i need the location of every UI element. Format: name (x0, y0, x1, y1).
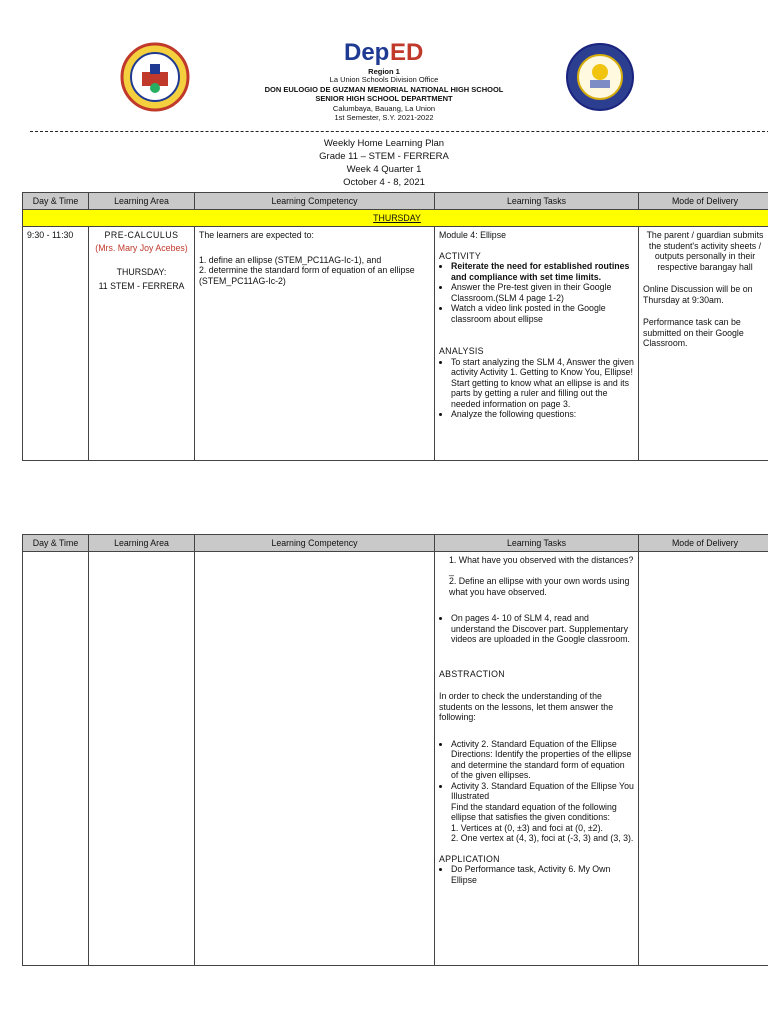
analysis-heading: ANALYSIS (439, 346, 484, 356)
delivery-text-3: Performance task can be submitted on their Google Classroom. (643, 317, 744, 348)
region-text: Region 1 (368, 67, 400, 76)
activity-3-title: Activity 3. Standard Equation of the Ellipse You Illustrated (451, 780, 634, 801)
table-row (23, 552, 768, 966)
col-learning-area: Learning Area (89, 535, 195, 552)
question-1: 1. What have you observed with the distances? (449, 555, 634, 565)
col-mode-of-delivery: Mode of Delivery (639, 535, 768, 552)
question-2: 2. Define an ellipse with your own words using what you have observed. (449, 576, 630, 597)
grade-title: Grade 11 – STEM - FERRERA (319, 151, 449, 162)
list-item (451, 781, 634, 844)
time-cell (23, 552, 89, 966)
divider (30, 131, 768, 132)
delivery-cell (639, 552, 768, 966)
col-learning-tasks: Learning Tasks (435, 535, 639, 552)
semester-text: 1st Semester, S.Y. 2021-2022 (334, 113, 434, 122)
delivery-text-2: Online Discussion will be on Thursday at 9:30am. (643, 284, 753, 305)
col-learning-area: Learning Area (89, 193, 195, 210)
dates-title: October 4 - 8, 2021 (343, 177, 425, 188)
area-cell (89, 552, 195, 966)
time-cell: 9:30 - 11:30 (23, 227, 89, 461)
plan-title: Weekly Home Learning Plan (323, 138, 445, 149)
col-learning-tasks: Learning Tasks (435, 193, 639, 210)
activity-3-directions: Find the standard equation of the following ellipse that satisfies the given conditions: (451, 801, 617, 822)
list-item: • Do Performance task, Activity 6. My Own Ellipse (451, 864, 634, 885)
module-title: Module 4: Ellipse (439, 230, 506, 240)
activity-2-directions: Directions: Identify the properties of the ellipse and determine the standard form of equation of the given ellipses. (451, 749, 632, 780)
list-item: • Answer the Pre-test given in their Google Classroom.(SLM 4 page 1-2) (451, 282, 634, 303)
activity-heading: ACTIVITY (439, 250, 481, 261)
col-learning-competency: Learning Competency (195, 535, 435, 552)
area-cell (89, 227, 195, 461)
list-item (451, 739, 634, 781)
col-day-time: Day & Time (23, 535, 89, 552)
competency-cell (195, 227, 435, 461)
school-name: DON EULOGIO DE GUZMAN MEMORIAL NATIONAL HIGH SCHOOL (264, 85, 504, 94)
address-text: Calumbaya, Bauang, La Union (332, 104, 436, 113)
teacher-name: (Mrs. Mary Joy Acebes) (95, 242, 188, 253)
day-banner: THURSDAY (23, 210, 768, 227)
list-item: • Reiterate the need for established routines and compliance with set time limits. (451, 261, 634, 282)
deped-logo (342, 38, 432, 66)
department-text: SENIOR HIGH SCHOOL DEPARTMENT (315, 94, 453, 103)
list-item: • To start analyzing the SLM 4, Answer the given activity Activity 1. Getting to Know You, Ellipse! Start getting to know what an ellipse is and its parts by getting a ruler and filling out the needed information on page 3. (451, 357, 634, 410)
plan-table-2 (22, 534, 768, 966)
analysis-list (439, 357, 634, 420)
abstraction-heading: ABSTRACTION (439, 668, 505, 679)
svg-text:Dep: Dep (344, 39, 390, 66)
division-text: La Union Schools Division Office (329, 75, 439, 84)
section-text: 11 STEM - FERRERA (98, 280, 185, 291)
col-learning-competency: Learning Competency (195, 193, 435, 210)
subject-name: PRE-CALCULUS (104, 230, 179, 240)
application-list (439, 864, 634, 885)
question-1-blank: _ (449, 565, 454, 576)
abstraction-list (439, 739, 634, 844)
table-row (23, 227, 768, 461)
col-day-time: Day & Time (23, 193, 89, 210)
tasks-cell (435, 227, 639, 461)
delivery-cell (639, 227, 768, 461)
activity-list (439, 261, 634, 324)
competency-2: 2. determine the standard form of equation of an ellipse (STEM_PC11AG-Ic-2) (199, 265, 415, 286)
list-item: • Analyze the following questions: (451, 409, 634, 420)
discover-list (439, 613, 634, 645)
competency-cell (195, 552, 435, 966)
application-heading: APPLICATION (439, 853, 500, 864)
condition-1: 1. Vertices at (0, ±3) and foci at (0, ±2). (451, 822, 603, 833)
list-item: • On pages 4- 10 of SLM 4, read and understand the Discover part. Supplementary videos are uploaded in the Google classroom. (451, 613, 634, 645)
col-mode-of-delivery: Mode of Delivery (639, 193, 768, 210)
tasks-cell (435, 552, 639, 966)
delivery-text-1: The parent / guardian submits the student's activity sheets / outputs personally in their respective barangay hall (646, 230, 764, 272)
svg-text:ED: ED (390, 39, 424, 66)
activity-2-title: Activity 2. Standard Equation of the Ellipse (451, 738, 617, 749)
competency-intro: The learners are expected to: (199, 230, 314, 240)
competency-1: 1. define an ellipse (STEM_PC11AG-Ic-1), and (199, 254, 382, 265)
plan-table-1 (22, 192, 768, 461)
list-item: • Watch a video link posted in the Google classroom about ellipse (451, 303, 634, 324)
week-title: Week 4 Quarter 1 (346, 164, 422, 175)
day-text: THURSDAY: (116, 267, 167, 277)
condition-2: 2. One vertex at (4, 3), foci at (-3, 3) and (3, 3). (451, 833, 634, 843)
abstraction-intro: In order to check the understanding of the students on the lessons, let them answer the following: (439, 691, 614, 722)
